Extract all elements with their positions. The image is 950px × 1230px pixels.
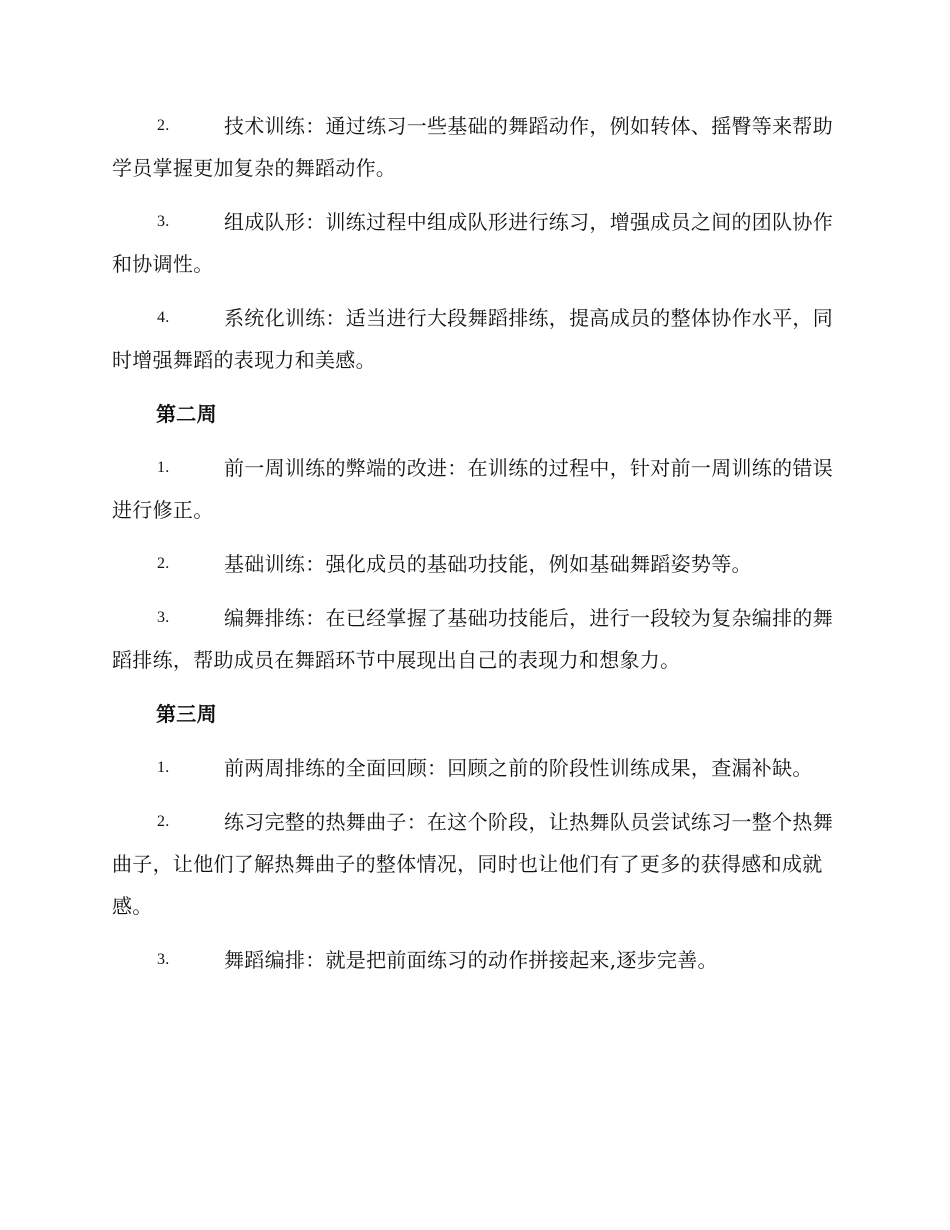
- list-item: [112, 447, 836, 531]
- list-item-number: 2.: [157, 555, 170, 572]
- list-item: [112, 543, 836, 585]
- list-item: [112, 105, 836, 189]
- list-item-text: 编舞排练：在已经掌握了基础功技能后，进行一段较为复杂编排的舞蹈排练，帮助成员在舞蹈环节中展现出自己的表现力和想象力。: [112, 606, 833, 672]
- list-item: [112, 297, 836, 381]
- list-item: [112, 597, 836, 681]
- list-item-number: 2.: [157, 813, 170, 830]
- list-item-number: 1.: [157, 459, 170, 476]
- list-item: [112, 939, 836, 981]
- list-item-text: 前一周训练的弊端的改进：在训练的过程中，针对前一周训练的错误进行修正。: [112, 456, 833, 522]
- list-item-number: 3.: [157, 609, 170, 626]
- list-item: [112, 801, 836, 927]
- list-item-number: 3.: [157, 951, 170, 968]
- list-item-number: 2.: [157, 117, 170, 134]
- list-item-text: 组成队形：训练过程中组成队形进行练习，增强成员之间的团队协作和协调性。: [112, 210, 833, 276]
- list-item-text: 系统化训练：适当进行大段舞蹈排练，提高成员的整体协作水平，同时增强舞蹈的表现力和美感。: [112, 306, 833, 372]
- list-item-text: 基础训练：强化成员的基础功技能，例如基础舞蹈姿势等。: [224, 552, 752, 576]
- document-body: [112, 105, 836, 993]
- list-item-number: 1.: [157, 759, 170, 776]
- section-heading-week-three: 第三周: [156, 702, 217, 726]
- list-item-text: 技术训练：通过练习一些基础的舞蹈动作，例如转体、摇臀等来帮助学员掌握更加复杂的舞蹈动作。: [112, 114, 833, 180]
- list-item: [112, 747, 836, 789]
- section-heading-week-two: 第二周: [156, 402, 217, 426]
- list-item-number: 4.: [157, 309, 170, 326]
- list-item-text: 舞蹈编排：就是把前面练习的动作拼接起来,逐步完善。: [224, 948, 718, 972]
- list-item-text: 前两周排练的全面回顾：回顾之前的阶段性训练成果，查漏补缺。: [224, 756, 813, 780]
- list-item-number: 3.: [157, 213, 170, 230]
- list-item: [112, 201, 836, 285]
- list-item-text: 练习完整的热舞曲子：在这个阶段，让热舞队员尝试练习一整个热舞曲子，让他们了解热舞曲子的整体情况，同时也让他们有了更多的获得感和成就感。: [112, 810, 833, 918]
